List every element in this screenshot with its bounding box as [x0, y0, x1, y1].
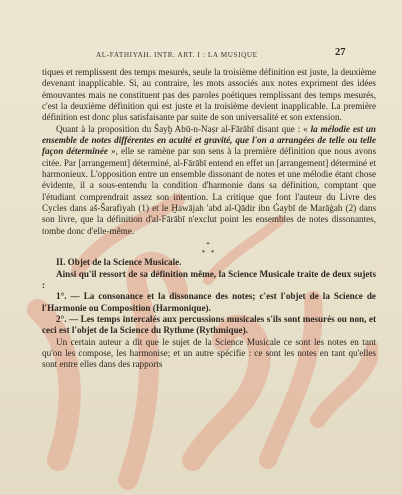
body-text	[42, 67, 376, 371]
paragraph-intro: Quant à la proposition du Šayḫ Abū-n-Naṣr al-Fārābī disant que : «	[56, 123, 311, 134]
section-separator: * * *	[201, 241, 217, 258]
paragraph: Ainsi qu'il ressort de sa définition même, la Science Musicale traite de deux sujets :	[42, 268, 376, 290]
running-header: AL-FATHIYAH. INTR. ART. I : LA MUSIQUE	[96, 51, 258, 59]
paragraph-continuation: », elle se ramène par son sens à la première définition que nous avons citée. Par [arrangement] déterminé, al-Fārābī entend en effet un [arrangement] déterminé et harmonieux. L'opposition entre un ensemble dissonant de notes et une mélodie étant chose évidente, il a sous-entendu la condition d'harmonie dans sa définition, comptant que l'étudiant comprendrait assez son intention. La critique que font l'auteur du Livre des Cycles dans aš-Šarafiyah (1) et le Ḫawājah 'abd al-Qādir ibn Ġaybī de Marāġah (2) dans son livre, que la définition d'al-Fārābī n'exclut point les ensembles de notes dissonantes, tombe donc d'elle-même.	[42, 146, 376, 236]
paragraph: tiques et remplissent des temps mesurés, seule la troisième définition est juste, la deuxième devenant inapplicable. Si, au contraire, les mots associés aux notes expriment des idées émouvantes mais ne constituent pas des paroles poétiques remplissant des temps mesurés, c'est la deuxième définition qui est juste et la troisième devient inapplicable. La première définition est donc plus satisfaisante par suite de son universalité et son extension.	[42, 67, 376, 123]
section-title: II. Objet de la Science Musicale.	[56, 257, 182, 268]
paragraph: 1°. — La consonance et la dissonance des notes; c'est l'objet de la Science de l'Harmonie ou Composition (Harmonique).	[42, 291, 376, 313]
farabi-quotation: la mélodie est un ensemble de notes différentes en acuité et gravité, que l'on a arrangées de telle ou telle façon déterminée	[42, 123, 377, 157]
page-number: 27	[335, 47, 346, 58]
paragraph	[42, 124, 376, 237]
paragraph: 2°. — Les temps intercalés aux percussions musicales s'ils sont mesurés ou non, et ceci est l'objet de la Science du Rythme (Rythmique).	[42, 313, 376, 336]
paragraph: Un certain auteur a dit que le sujet de la Science Musicale ce sont les notes en tant qu'on les compose, les harmonise; et un autre spécifie : ce sont les notes en tant qu'elles sont entre elles dans des rapports	[42, 336, 376, 370]
